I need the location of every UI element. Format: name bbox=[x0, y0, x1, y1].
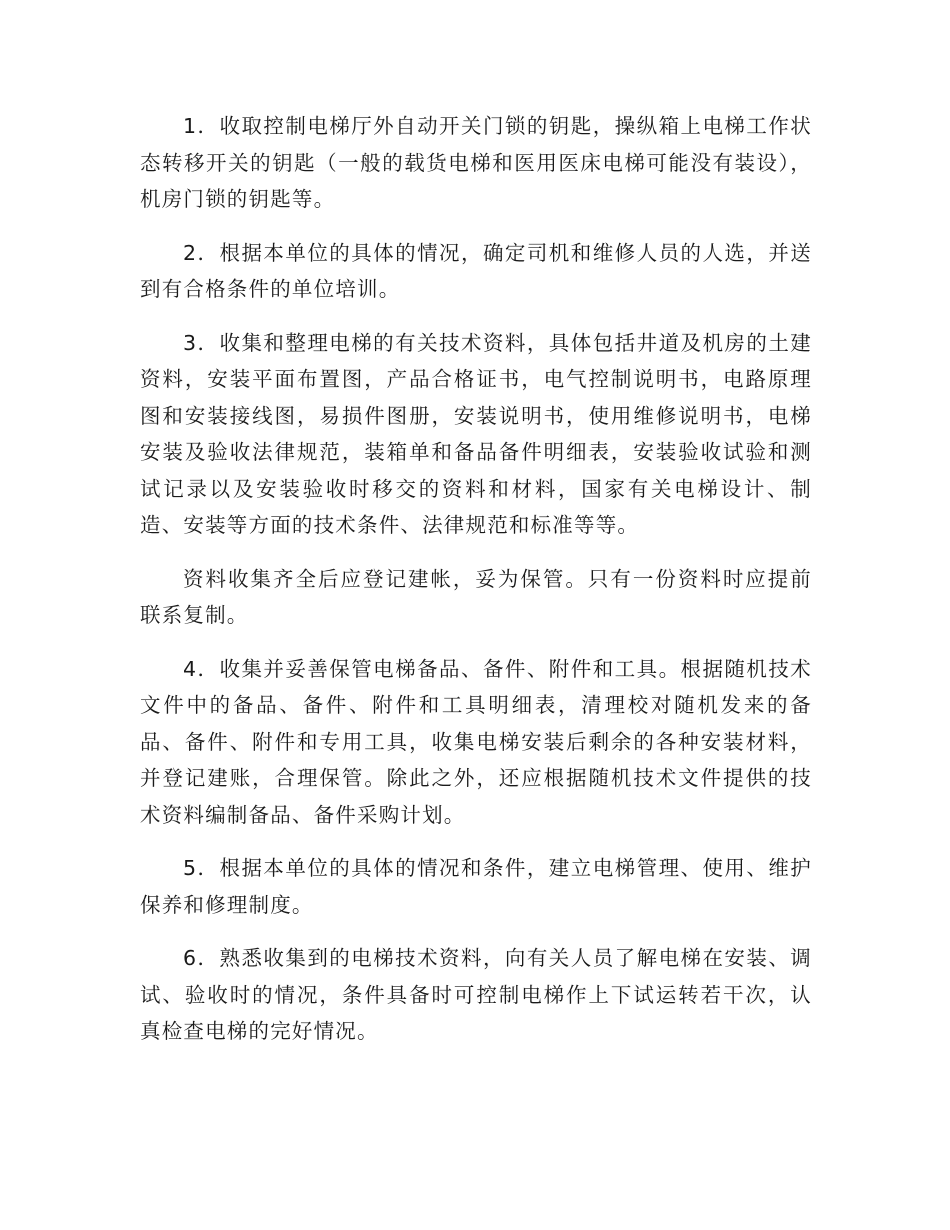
paragraph-4: 4．收集并妥善保管电梯备品、备件、附件和工具。根据随机技术文件中的备品、备件、附件和工具明细表，清理校对随机发来的备品、备件、附件和专用工具，收集电梯安装后剩余的各种安装材料，并登记建账，合理保管。除此之外，还应根据随机技术文件提供的技术资料编制备品、备件采购计划。 bbox=[140, 656, 812, 827]
paragraph-5: 5．根据本单位的具体的情况和条件，建立电梯管理、使用、维护保养和修理制度。 bbox=[140, 856, 812, 917]
document-body bbox=[140, 108, 812, 1050]
paragraph-3: 3．收集和整理电梯的有关技术资料，具体包括井道及机房的土建资料，安装平面布置图，产品合格证书，电气控制说明书，电路原理图和安装接线图，易损件图册，安装说明书，使用维修说明书，电梯安装及验收法律规范，装箱单和备品备件明细表，安装验收试验和测试记录以及安装验收时移交的资料和材料，国家有关电梯设计、制造、安装等方面的技术条件、法律规范和标准等等。 bbox=[140, 330, 812, 537]
paragraph-3-note: 资料收集齐全后应登记建帐，妥为保管。只有一份资料时应提前联系复制。 bbox=[140, 566, 812, 627]
paragraph-1: 1．收取控制电梯厅外自动开关门锁的钥匙，操纵箱上电梯工作状态转移开关的钥匙（一般的载货电梯和医用医床电梯可能没有装设），机房门锁的钥匙等。 bbox=[140, 114, 812, 211]
paragraph-2: 2．根据本单位的具体的情况，确定司机和维修人员的人选，并送到有合格条件的单位培训。 bbox=[140, 240, 812, 301]
paragraph-6: 6．熟悉收集到的电梯技术资料，向有关人员了解电梯在安装、调试、验收时的情况，条件具备时可控制电梯作上下试运转若干次，认真检查电梯的完好情况。 bbox=[140, 946, 812, 1043]
